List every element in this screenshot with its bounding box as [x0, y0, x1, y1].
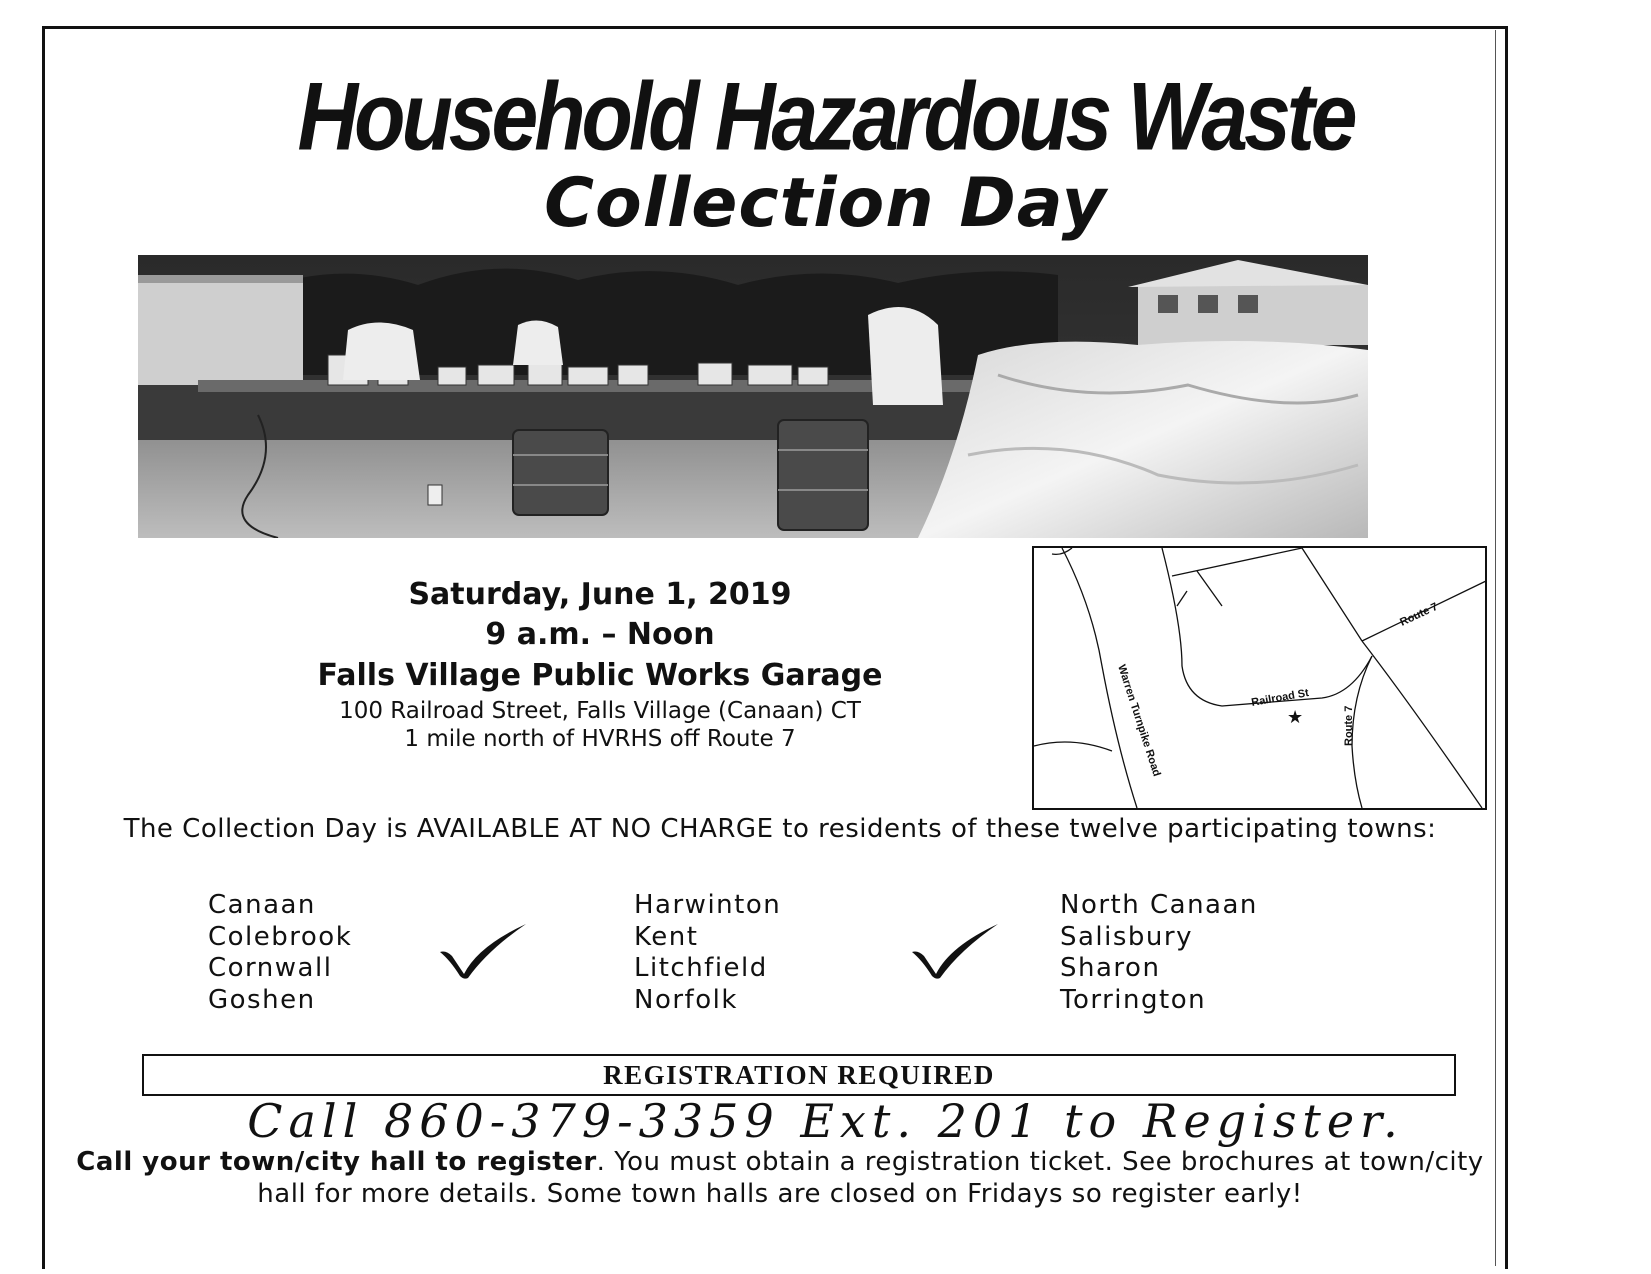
- registration-instructions: [60, 1146, 1500, 1210]
- availability-notice: The Collection Day is AVAILABLE AT NO CHARGE to residents of these twelve participating towns:: [123, 814, 1437, 844]
- town-name: Salisbury: [1060, 921, 1193, 952]
- town-name: Colebrook: [208, 921, 353, 952]
- town-name: Goshen: [208, 984, 316, 1015]
- map-label-railroad: Railroad St: [1250, 687, 1310, 709]
- town-list-column-2: [634, 890, 781, 1016]
- event-date: Saturday, June 1, 2019: [408, 577, 792, 612]
- map-location-star-icon: ★: [1287, 707, 1304, 728]
- map-label-route7-upper: Route 7: [1398, 600, 1440, 629]
- event-time: 9 a.m. – Noon: [485, 617, 715, 652]
- checkmark-icon: [910, 922, 1002, 980]
- town-name: North Canaan: [1060, 890, 1258, 920]
- town-name: Litchfield: [634, 953, 768, 983]
- collection-event-photo: [138, 255, 1368, 538]
- event-address: 100 Railroad Street, Falls Village (Canaan) CT: [339, 698, 861, 724]
- checkmark-icon: [438, 922, 530, 980]
- registration-heading: REGISTRATION REQUIRED: [142, 1054, 1456, 1096]
- handwritten-phone-note: Call 860-379-3359 Ext. 201 to Register.: [247, 1094, 1404, 1148]
- registration-instructions-text: . You must obtain a registration ticket. See brochures at town/city hall for more details. Some town halls are closed on Fridays so register early!: [257, 1147, 1484, 1209]
- map-label-warren: Warren Turnpike Road: [1115, 663, 1163, 778]
- title-line-1: Household Hazardous Waste: [297, 61, 1354, 171]
- registration-instructions-lead: Call your town/city hall to register: [76, 1147, 597, 1177]
- town-name: Canaan: [208, 890, 316, 920]
- town-list-column-3: [1060, 890, 1258, 1016]
- event-directions: 1 mile north of HVRHS off Route 7: [404, 726, 796, 752]
- town-list-column-1: [208, 890, 352, 1016]
- town-name: Norfolk: [634, 984, 738, 1015]
- town-name: Torrington: [1060, 984, 1207, 1015]
- event-venue: Falls Village Public Works Garage: [317, 658, 883, 693]
- map-label-route7-lower: Route 7: [1343, 705, 1355, 746]
- town-name: Sharon: [1060, 953, 1161, 983]
- town-name: Kent: [634, 921, 699, 952]
- title-line-2: Collection Day: [544, 164, 1107, 243]
- town-name: Harwinton: [634, 890, 782, 920]
- event-details: [200, 575, 1000, 753]
- location-map: [1032, 546, 1487, 810]
- town-name: Cornwall: [208, 953, 333, 983]
